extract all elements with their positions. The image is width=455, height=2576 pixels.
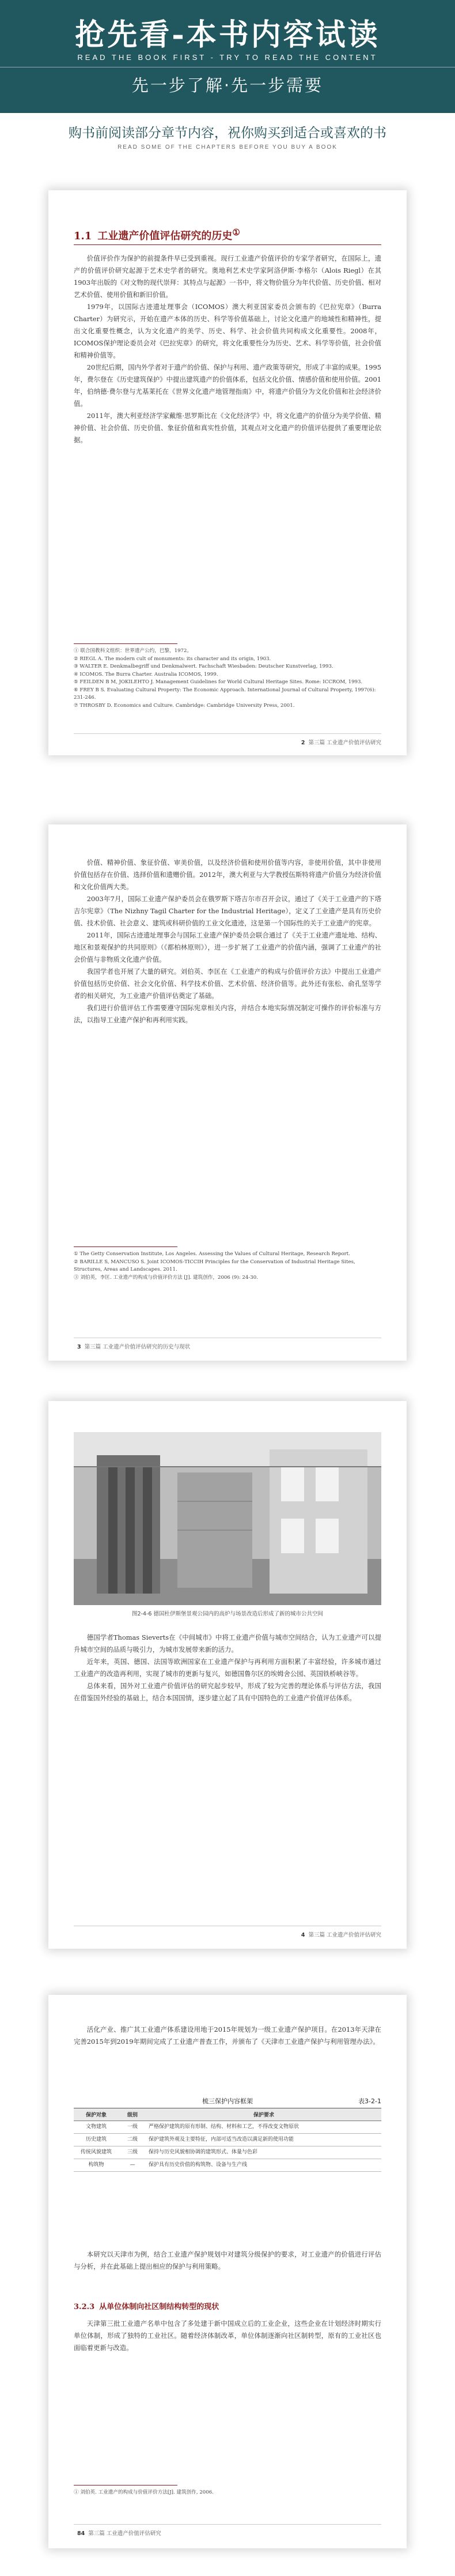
table-cell: 保持与历史风貌相协调的建筑形式、体量与色彩 — [146, 2146, 381, 2159]
page4-body-mid — [74, 2249, 381, 2273]
table-row — [74, 2134, 381, 2146]
paragraph: 20世纪后期，国内外学者对于遗产的价值、保护与利用、遗产政策等研究，形成了丰富的成果。1995年，费尔登在《历史建筑保护》中提出建筑遗产的价值体系，包括文化价值、情感价值和使用价值。2001年，伯纳德·费尔登与尤基莱托在《世界文化遗产地管理指南》中，将遗产价值分为文化价值和社会经济价值。 — [74, 363, 381, 408]
table-header-cell: 级别 — [119, 2108, 146, 2121]
protection-table — [74, 2108, 381, 2172]
paragraph: 我们进行价值评估工作需要遵守国际宪章相关内容，并结合本地实际情况制定可操作的评价标准与方法，以指导工业遗产保护和再利用实践。 — [74, 1004, 381, 1024]
footnote: ① The Getty Conservation Institute, Los Angeles. Assessing the Values of Cultural Heritage, Research Report. — [74, 1251, 350, 1257]
footnote: ① 联合国教科文组织：世界遗产公约，巴黎，1972。 — [74, 648, 192, 654]
table-cell: 历史建筑 — [74, 2134, 119, 2146]
section-title-text: 工业遗产价值评估研究的历史 — [97, 230, 233, 242]
table-title-text: 梳三保护内容框架 — [202, 2097, 253, 2105]
table-title — [74, 2096, 381, 2106]
paragraph: 活化产业、推广其工业遗产体系建设用地于2015年规划为一级工业遗产保护项目。在2013年天津在完善2015年到2019年期间完成了工业遗产普查工作，并颁布了《天津市工业遗产保护与利用管理办法》。 — [74, 2025, 381, 2046]
table-cell: 文物建筑 — [74, 2121, 119, 2134]
photo-illustration — [74, 1432, 381, 1605]
page-number: 3 — [77, 1344, 81, 1350]
footnote: ② BARILLE S, MANCUSO S. Joint ICOMOS-TICCIH Principles for the Conservation of Industrial Heritage Sites, Structures, Areas and Landscapes. 2011. — [74, 1259, 355, 1272]
table-cell: 二级 — [119, 2134, 146, 2146]
paragraph: 我国学者也开展了大量的研究。刘伯英、李匡在《工业遗产的构成与价值评价方法》中提出工业遗产价值包括历史价值、社会文化价值、科学技术价值、艺术价值、经济价值等。此外还有张松、俞孔坚等学者的相关研究，为工业遗产价值评估奠定了基础。 — [74, 967, 381, 1000]
section-title: 1.1 工业遗产价值评估研究的历史① — [74, 227, 240, 242]
footnote: ④ ICOMOS. The Burra Charter. Australia ICOMOS, 1999. — [74, 671, 218, 677]
paragraph: 2011年，澳大利亚经济学家戴维·思罗斯比在《文化经济学》中，将文化遗产的价值分为美学价值、精神价值、社会价值、历史价值、象征价值和真实性价值，其观点对文化遗产的价值评估提供了重要理论依据。 — [74, 412, 381, 444]
paragraph: 2003年7月，国际工业遗产保护委员会在俄罗斯下塔吉尔市召开会议，通过了《关于工业遗产的下塔吉尔宪章》（The Nizhny Tagil Charter for the Industrial Heritage），定义了工业遗产是具有历史价值、技术价值、社会意义、建筑或科研价值的工业文化遗迹，这是第一个国际性的关于工业遗产的宪章。 — [74, 895, 381, 927]
page4-footnotes — [74, 2485, 381, 2497]
footnote: ⑤ FEILDEN B M, JOKILEHTO J. Management Guidelines for World Cultural Heritage Sites. Rome: ICCROM, 1993. — [74, 679, 363, 685]
page1-footer — [74, 738, 381, 747]
page-number: 84 — [77, 2530, 85, 2537]
table-cell: 保护具有历史价值的构筑物、设备与生产线 — [146, 2159, 381, 2172]
intro-text: 购书前阅读部分章节内容，祝你购买到适合或喜欢的书 — [69, 126, 386, 141]
table-row — [74, 2146, 381, 2159]
banner-slogan: 先一步了解·先一步需要 — [131, 76, 324, 95]
book-page-3 — [48, 1401, 407, 1949]
table-cell: 严格保护建筑的原有形制、结构、材料和工艺，不得改变文物原状 — [146, 2121, 381, 2134]
paragraph: 价值评价作为保护的前提条件早已受到重视。现行工业遗产价值评价的专家学者研究，在国际上，遗产的价值评价研究起源于艺术史学者的研究。奥地利艺术史学家阿洛伊斯·李格尔（Alois Riegl）在其1903年出版的《对文物的现代崇拜：其特点与起源》一书中，将文物价值分为年代价值、历史价值、相对艺术价值、使用价值和新旧价值。 — [74, 254, 381, 299]
running-footer: 第三篇 工业遗产价值评估研究的历史与现状 — [84, 1344, 191, 1350]
table-row — [74, 2159, 381, 2172]
table-cell: 传统风貌建筑 — [74, 2146, 119, 2159]
table-header-cell: 保护要求 — [146, 2108, 381, 2121]
table-cell: 一级 — [119, 2121, 146, 2134]
book-page-1 — [48, 190, 407, 755]
paragraph: 本研究以天津市为例，结合工业遗产保护规划中对建筑分级保护的要求，对工业遗产的价值进行评估与分析，并在此基础上提出相应的保护与利用策略。 — [74, 2250, 381, 2270]
section-rule — [74, 244, 381, 245]
table-header-row — [74, 2108, 381, 2121]
industrial-hall-photo — [74, 1432, 381, 1605]
page3-footer — [74, 1930, 381, 1939]
header-banner — [0, 0, 455, 113]
page4-body-top — [74, 2024, 381, 2048]
footnote-rule — [74, 1246, 177, 1247]
page-number: 2 — [301, 740, 305, 746]
table-row — [74, 2121, 381, 2134]
table-header-cell: 保护对象 — [74, 2108, 119, 2121]
page1-body — [74, 253, 381, 446]
paragraph: 近年来，英国、德国、法国等欧洲国家在工业遗产保护与再利用方面积累了丰富经验，许多城市通过工业遗产的改造再利用，实现了城市的更新与复兴，如德国鲁尔区的埃姆舍公园、英国铁桥峡谷等。 — [74, 1658, 381, 1678]
book-page-4 — [48, 1995, 407, 2548]
paragraph: 总体来看，国外对工业遗产价值评估的研究起步较早，形成了较为完善的理论体系与评估方法，我国在借鉴国外经验的基础上，结合本国国情，逐步建立起了具有中国特色的工业遗产价值评估体系。 — [74, 1682, 381, 1702]
table-cell: 构筑物 — [74, 2159, 119, 2172]
photo-caption: 图2-4-6 德国杜伊斯堡景观公园内的高炉与场景改造后形成了新的城市公共空间 — [131, 1611, 323, 1617]
page2-body — [74, 857, 381, 1026]
page2-footer — [74, 1342, 381, 1351]
table-cell: 保护建筑外观及主要特征，内部可适当改造以满足新的使用功能 — [146, 2134, 381, 2146]
subsection-number: 3.2.3 — [74, 2303, 95, 2311]
table-cell: — — [119, 2159, 146, 2172]
intro-subtext: READ SOME OF THE CHAPTERS BEFORE YOU BUY A BOOK — [117, 144, 338, 150]
footnote: ② RIEGL A. The modern cult of monuments: its character and its origin, 1903. — [74, 656, 271, 662]
page-number: 4 — [301, 1932, 305, 1938]
subsection-heading — [74, 2300, 219, 2311]
footnote: ① 刘伯英. 工业遗产的构成与价值评价方法[J]. 建筑创作, 2006. — [74, 2490, 214, 2495]
footnote: ③ WALTER E. Denkmalbegriff und Denkmalwert. Fachschaft Wiesbaden: Deutscher Kunstverlag, 1993. — [74, 664, 333, 669]
paragraph: 天津第三批工业遗产名单中包含了多处建于新中国成立后的工业企业，这些企业在计划经济时期实行单位体制，形成了独特的工业社区。随着经济体制改革，单位体制逐渐向社区制转型，原有的工业社区也面临着更新与改造。 — [74, 2319, 381, 2352]
paragraph: 德国学者Thomas Sieverts在《中间城市》中将工业遗产价值与城市空间结合，认为工业遗产可以提升城市空间的品质与吸引力，为城市发展带来新的活力。 — [74, 1633, 381, 1654]
section-number: 1.1 — [74, 230, 92, 242]
footnote: ⑦ THROSBY D. Economics and Culture. Cambridge: Cambridge University Press, 2001. — [74, 702, 295, 709]
subsection-title: 从单位体制向社区制结构转型的现状 — [99, 2303, 219, 2311]
banner-title: 抢先看-本书内容试读 — [75, 17, 380, 52]
footnote: ③ 刘伯英，李匡. 工业遗产的构成与价值评价方法 [J]. 建筑创作，2006 (9): 24-30. — [74, 1274, 258, 1281]
footnote: ⑥ FREY B S. Evaluating Cultural Property: The Economic Approach. International Journal of Cultural Property, 1997(6): 231-246. — [74, 687, 376, 701]
paragraph: 2011年，国际古迹遗址理事会与国际工业遗产保护委员会联合通过了《关于工业遗产遗址地、结构、地区和景观保护的共同原则》（《都柏林原则》），进一步扩展了工业遗产的价值内涵，强调了工业遗产的社会价值与非物质文化遗产价值。 — [74, 931, 381, 963]
running-footer: 第三篇 工业遗产价值评估研究 — [88, 2530, 161, 2537]
paragraph: 1979年，以国际古迹遗址理事会（ICOMOS）澳大利亚国家委员会颁布的《巴拉宪章》（Burra Charter）为研究示，开始在遗产本体的历史、科学等价值基础上，讨论文化遗产的地域性和精神性，提出文化重要性概念，认为文化遗产的美学、历史、科学、社会价值共同构成文化重要性。2008年，ICOMOS保护理论委员会对《巴拉宪章》的研究，将文化重要性分为历史、艺术、科学等价值，社会价值和精神价值等。 — [74, 303, 381, 359]
paragraph: 价值、精神价值、象征价值、审美价值，以及经济价值和使用价值等内容，非使用价值，其中非使用价值包括存在价值、选择价值和遗赠价值。2012年，澳大利亚与大学教授伍斯特将遗产价值分为经济价值和文化价值两大类。 — [74, 858, 381, 891]
book-page-2 — [48, 824, 407, 1361]
running-footer: 第三篇 工业遗产价值评估研究 — [308, 740, 381, 746]
page3-body — [74, 1632, 381, 1704]
footnote-rule — [74, 643, 177, 644]
page2-footnotes — [74, 1246, 381, 1282]
page4-body-bottom — [74, 2318, 381, 2354]
table-number: 表3-2-1 — [358, 2097, 381, 2105]
table-cell: 三级 — [119, 2146, 146, 2159]
page4-footer — [74, 2529, 381, 2538]
running-footer: 第三篇 工业遗产价值评估研究 — [308, 1932, 381, 1938]
banner-subtitle: READ THE BOOK FIRST - TRY TO READ THE CONTENT — [77, 53, 378, 62]
page1-footnotes — [74, 643, 381, 710]
